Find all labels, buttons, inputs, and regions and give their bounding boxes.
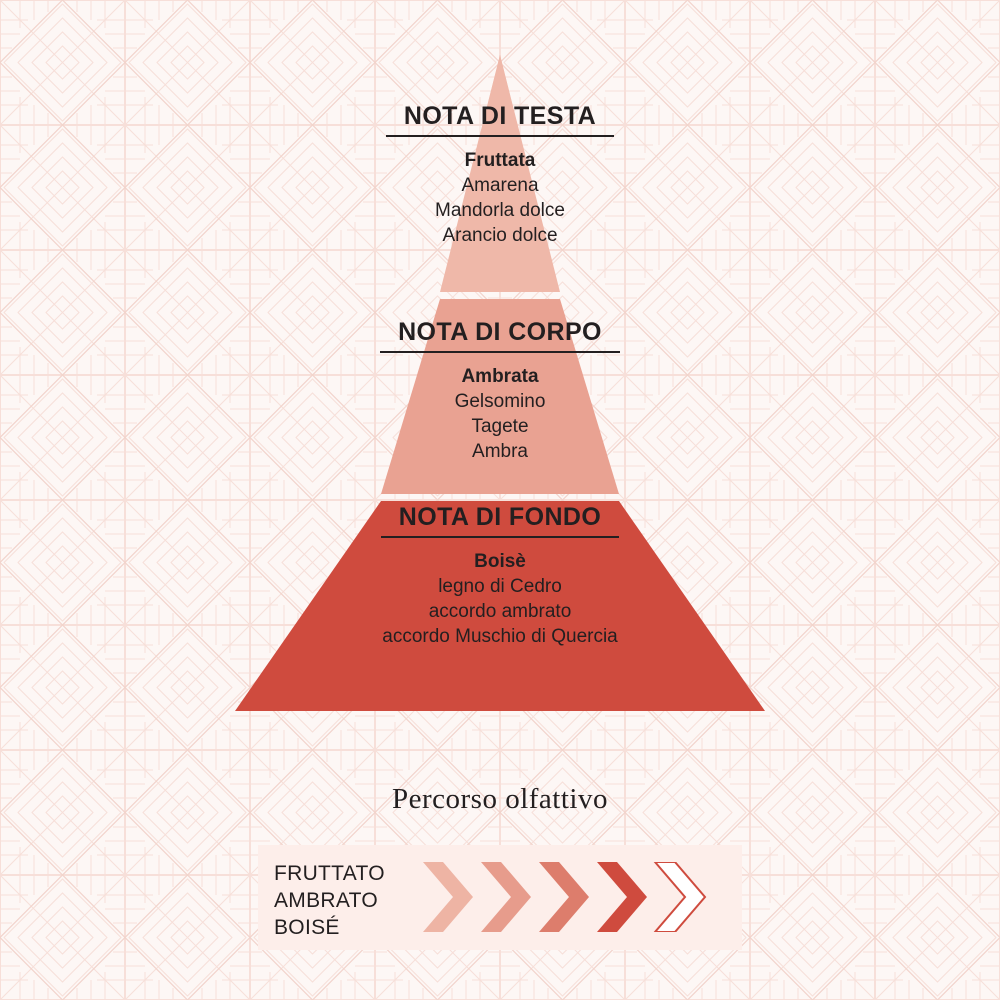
note-family-base: Boisè xyxy=(474,551,526,572)
note-item: Amarena xyxy=(461,174,539,196)
arrow-chevron-5 xyxy=(655,862,705,932)
note-title-middle: NOTA DI CORPO xyxy=(380,318,620,353)
note-item: Gelsomino xyxy=(454,390,546,412)
note-item: legno di Cedro xyxy=(438,575,562,597)
olfactory-path-label: FRUTTATO xyxy=(274,862,385,885)
note-item: accordo Muschio di Quercia xyxy=(382,625,618,647)
olfactory-path-title: Percorso olfattivo xyxy=(392,783,608,815)
olfactory-path-arrows xyxy=(423,862,728,932)
note-block-middle xyxy=(0,318,1000,464)
note-item: Arancio dolce xyxy=(442,224,558,246)
arrow-chevron-1 xyxy=(423,862,473,932)
note-item: Tagete xyxy=(471,415,529,437)
note-item: accordo ambrato xyxy=(428,600,572,622)
note-item: Ambra xyxy=(472,440,528,462)
arrow-chevron-3 xyxy=(539,862,589,932)
olfactory-path-panel xyxy=(258,845,742,950)
note-family-middle: Ambrata xyxy=(461,366,539,387)
arrow-chevron-2 xyxy=(481,862,531,932)
note-title-base: NOTA DI FONDO xyxy=(381,503,619,538)
olfactory-path-labels xyxy=(274,861,385,942)
note-block-top xyxy=(0,102,1000,248)
note-family-top: Fruttata xyxy=(464,150,536,171)
note-item: Mandorla dolce xyxy=(435,199,565,221)
olfactory-path-label: AMBRATO xyxy=(274,888,379,912)
note-block-base xyxy=(0,503,1000,649)
arrow-chevron-4 xyxy=(597,862,647,932)
note-title-top: NOTA DI TESTA xyxy=(386,102,614,137)
olfactory-path-label: BOISÉ xyxy=(274,915,340,939)
